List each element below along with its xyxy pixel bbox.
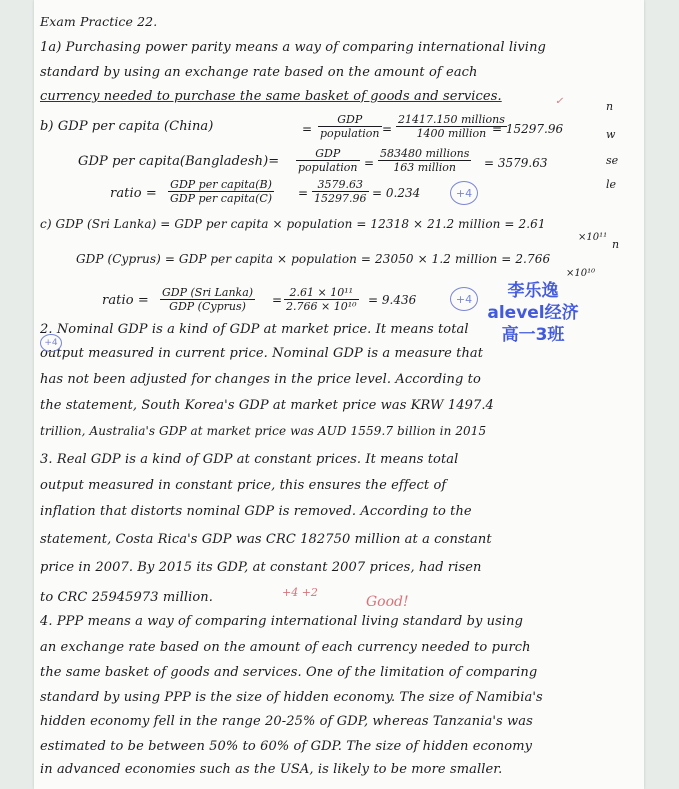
q1b-bangladesh-formula: GDP population	[298, 147, 358, 174]
q4-line: the same basket of goods and services. One of the limitation of comparing	[40, 665, 538, 680]
q1b-bangladesh-result: = 3579.63	[484, 156, 548, 170]
q1b-ratio-result: = 0.234	[372, 186, 421, 200]
q1b-ratio-formula: GDP per capita(B) GDP per capita(C)	[170, 178, 273, 205]
margin-fragment: w	[606, 128, 616, 141]
q1a-line: 1a) Purchasing power parity means a way of comparing international living	[40, 40, 546, 55]
red-check-mark: ✓	[555, 96, 564, 107]
q3-line: statement, Costa Rica's GDP was CRC 18​2750 million at a constant	[40, 532, 492, 547]
student-name-stamp	[478, 280, 588, 346]
q1c-mark-circle: +4	[450, 287, 478, 311]
q2-line: the statement, South Korea's GDP at market price was KRW 1497.4	[40, 398, 494, 413]
q1a-line: currency needed to purchase the same basket of goods and services.	[40, 89, 502, 104]
q1b-mark-circle: +4	[450, 181, 478, 205]
q2-line: output measured in current price. Nominal GDP is a measure that	[40, 346, 484, 361]
q1a-line: standard by using an exchange rate based on the amount of each	[40, 65, 478, 80]
q2-line: 2. Nominal GDP is a kind of GDP at market price. It means total	[40, 322, 469, 337]
q1b-china-result: = 15297.96	[492, 122, 564, 136]
q1b-ratio-label: ratio =	[110, 186, 157, 201]
q3-line: output measured in constant price, this ensures the effect of	[40, 478, 447, 493]
stamp-name: 李乐逸	[507, 281, 559, 301]
q1b-bangladesh-label: GDP per capita(Bangladesh)=	[78, 154, 280, 169]
q1c-ratio-values: $\frac{\text{2.61 × 10¹¹}}{\text{2.766 × 10¹⁰}}$	[286, 286, 357, 313]
q1b-ratio-values: $\frac{3579.63}{15297.96}$	[314, 178, 367, 205]
q4-line: an exchange rate based on the amount of each currency needed to purch	[40, 640, 531, 655]
q3-line: to CRC 25945973 million.	[40, 590, 213, 605]
stamp-course: alevel经济	[487, 303, 579, 323]
q1b-bangladesh-values: 583480 millions 163 million	[380, 147, 470, 174]
q3-line: price in 2007. By 2015 its GDP, at constant 2007 prices, had risen	[40, 560, 482, 575]
q3-praise-mark: Good!	[366, 594, 409, 610]
page-title: Exam Practice 22.	[40, 14, 158, 29]
margin-fragment: n	[612, 238, 620, 251]
q1c-line: c) GDP (Sri Lanka) = GDP per capita × population = 12318 × 21.2 million = 2.61	[40, 217, 546, 231]
q1c-ratio-formula: GDP (Sri Lanka) GDP (Cyprus)	[162, 286, 254, 313]
margin-fragment: le	[606, 178, 617, 191]
q4-line: standard by using PPP is the size of hidden economy. The size of Namibia's	[40, 690, 543, 705]
q3-score-mark: +4 +2	[282, 586, 318, 599]
q1c-exponent: ×10¹¹	[578, 232, 608, 243]
q2-mark-circle: +4	[40, 334, 62, 352]
q1b-china-formula: GDP population	[320, 113, 380, 140]
q1c-line: GDP (Cyprus) = GDP per capita × population = 23050 × 1.2 million = 2.766	[76, 252, 551, 266]
q1c-ratio-result: = 9.436	[368, 293, 417, 307]
stamp-class: 高一3班	[501, 325, 565, 345]
q2-line: has not been adjusted for changes in the price level. According to	[40, 372, 481, 387]
q4-line: in advanced economies such as the USA, is likely to be more smaller.	[40, 762, 503, 777]
q1c-ratio-label: ratio =	[102, 293, 149, 308]
q2-line: trillion, Australia's GDP at market price was AUD 1559.7 billion in 2015	[40, 424, 487, 438]
q1b-china-label: b) GDP per capita (China)	[40, 119, 214, 134]
q4-line: estimated to be between 50% to 60% of GDP. The size of hidden economy	[40, 739, 533, 754]
q4-line: 4. PPP means a way of comparing international living standard by using	[40, 614, 524, 629]
q3-line: inflation that distorts nominal GDP is removed. According to the	[40, 504, 472, 519]
q1c-exponent: ×10¹⁰	[566, 268, 596, 279]
q4-line: hidden economy fell in the range 20-25% of GDP, whereas Tanzania's was	[40, 714, 533, 729]
q3-line: 3. Real GDP is a kind of GDP at constant prices. It means total	[40, 452, 459, 467]
margin-fragment: se	[606, 154, 619, 167]
margin-fragment: n	[606, 100, 614, 113]
q1b-china-values: 21417.150 millions 1400 million	[398, 113, 505, 140]
